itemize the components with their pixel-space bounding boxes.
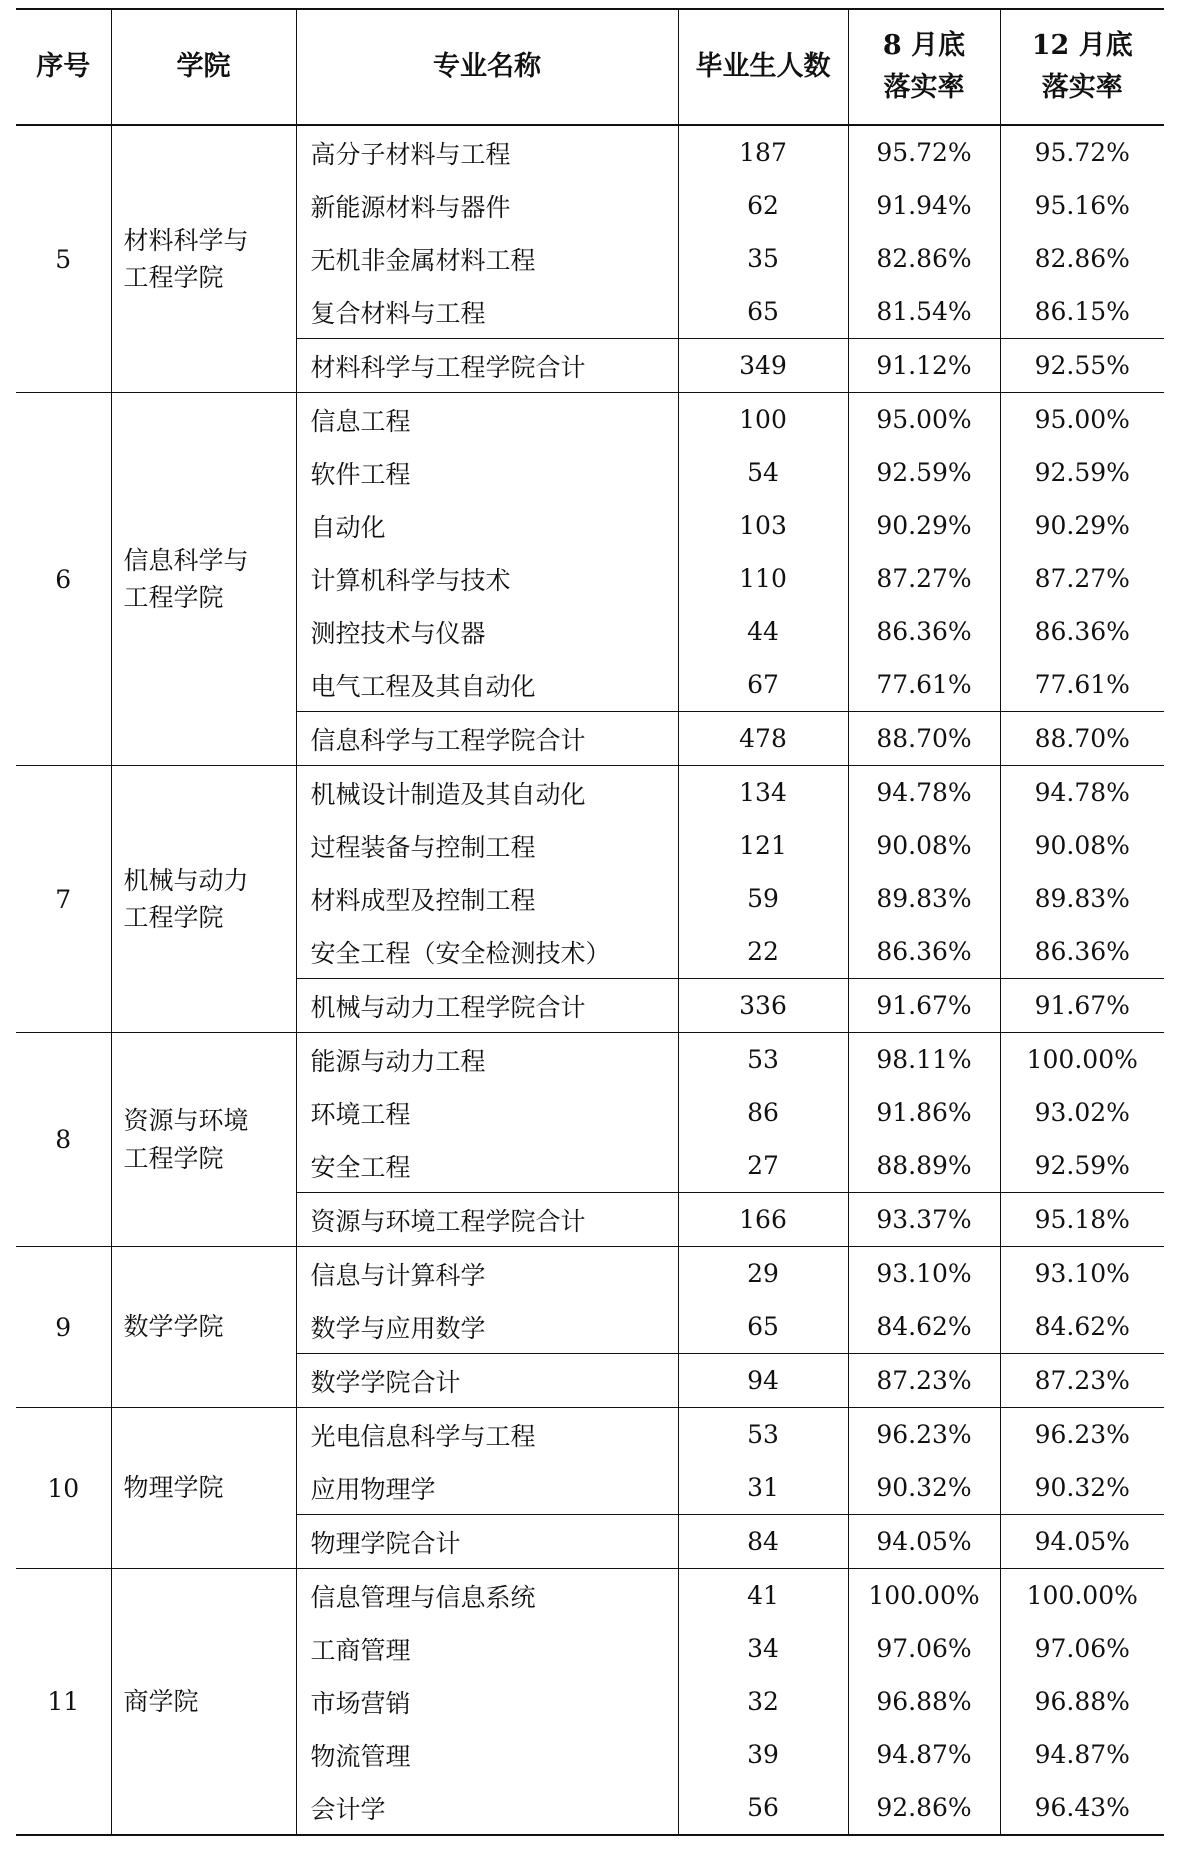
august-rate-cell: 92.59% <box>848 446 1000 499</box>
header-row <box>16 9 1164 125</box>
college-name-line1: 信息科学与 <box>123 545 249 575</box>
graduate-count-cell: 34 <box>678 1622 848 1675</box>
group-index-cell: 8 <box>16 1033 111 1247</box>
table-row <box>16 1408 1164 1462</box>
major-name-cell: 信息与计算科学 <box>296 1247 678 1301</box>
august-rate-cell: 100.00% <box>848 1569 1000 1623</box>
college-name-line1: 数学学院 <box>123 1312 224 1342</box>
college-name-cell <box>111 1033 296 1247</box>
graduate-count-cell: 27 <box>678 1139 848 1193</box>
august-rate-cell: 82.86% <box>848 232 1000 285</box>
table-row <box>16 1247 1164 1301</box>
subtotal-label-cell: 材料科学与工程学院合计 <box>296 339 678 393</box>
december-rate-cell: 95.72% <box>1000 125 1164 179</box>
subtotal-count-cell: 94 <box>678 1354 848 1408</box>
group-index-cell: 10 <box>16 1408 111 1569</box>
august-rate-cell: 77.61% <box>848 658 1000 712</box>
august-rate-cell: 95.72% <box>848 125 1000 179</box>
graduate-count-cell: 53 <box>678 1033 848 1087</box>
graduate-count-cell: 22 <box>678 925 848 979</box>
august-rate-cell: 91.86% <box>848 1086 1000 1139</box>
graduate-count-cell: 44 <box>678 605 848 658</box>
december-rate-cell: 92.59% <box>1000 446 1164 499</box>
december-rate-cell: 100.00% <box>1000 1569 1164 1623</box>
header-major: 专业名称 <box>296 9 678 125</box>
header-december-rate <box>1000 9 1164 125</box>
subtotal-december-rate-cell: 94.05% <box>1000 1515 1164 1569</box>
december-rate-cell: 90.29% <box>1000 499 1164 552</box>
subtotal-august-rate-cell: 91.67% <box>848 979 1000 1033</box>
major-name-cell: 计算机科学与技术 <box>296 552 678 605</box>
college-name-cell <box>111 393 296 766</box>
major-name-cell: 能源与动力工程 <box>296 1033 678 1087</box>
august-rate-cell: 96.88% <box>848 1675 1000 1728</box>
subtotal-label-cell: 信息科学与工程学院合计 <box>296 712 678 766</box>
header-august-line2: 落实率 <box>883 72 965 103</box>
graduate-count-cell: 65 <box>678 285 848 339</box>
table-row <box>16 1569 1164 1623</box>
december-rate-cell: 94.78% <box>1000 766 1164 820</box>
subtotal-december-rate-cell: 88.70% <box>1000 712 1164 766</box>
december-rate-cell: 97.06% <box>1000 1622 1164 1675</box>
december-rate-cell: 82.86% <box>1000 232 1164 285</box>
college-name-line2: 工程学院 <box>123 583 224 612</box>
major-name-cell: 物流管理 <box>296 1728 678 1781</box>
subtotal-label-cell: 数学学院合计 <box>296 1354 678 1408</box>
august-rate-cell: 87.27% <box>848 552 1000 605</box>
major-name-cell: 环境工程 <box>296 1086 678 1139</box>
august-rate-cell: 90.32% <box>848 1461 1000 1515</box>
august-rate-cell: 86.36% <box>848 605 1000 658</box>
subtotal-label-cell: 机械与动力工程学院合计 <box>296 979 678 1033</box>
august-rate-cell: 88.89% <box>848 1139 1000 1193</box>
subtotal-december-rate-cell: 91.67% <box>1000 979 1164 1033</box>
table-body <box>16 125 1164 1835</box>
header-graduate-count: 毕业生人数 <box>678 9 848 125</box>
header-index: 序号 <box>16 9 111 125</box>
major-name-cell: 测控技术与仪器 <box>296 605 678 658</box>
college-name-line1: 材料科学与 <box>123 225 249 255</box>
august-rate-cell: 91.94% <box>848 179 1000 232</box>
college-name-cell <box>111 125 296 393</box>
december-rate-cell: 90.08% <box>1000 819 1164 872</box>
december-rate-cell: 95.16% <box>1000 179 1164 232</box>
graduate-count-cell: 35 <box>678 232 848 285</box>
august-rate-cell: 94.87% <box>848 1728 1000 1781</box>
december-rate-cell: 93.02% <box>1000 1086 1164 1139</box>
college-name-cell <box>111 766 296 1033</box>
graduate-count-cell: 41 <box>678 1569 848 1623</box>
graduate-count-cell: 67 <box>678 658 848 712</box>
college-name-cell <box>111 1408 296 1569</box>
graduate-count-cell: 100 <box>678 393 848 447</box>
major-name-cell: 工商管理 <box>296 1622 678 1675</box>
group-index-cell: 6 <box>16 393 111 766</box>
december-rate-cell: 100.00% <box>1000 1033 1164 1087</box>
subtotal-count-cell: 349 <box>678 339 848 393</box>
college-name-line2: 工程学院 <box>123 1143 224 1173</box>
group-index-cell: 9 <box>16 1247 111 1408</box>
group-index-cell: 5 <box>16 125 111 393</box>
major-name-cell: 软件工程 <box>296 446 678 499</box>
august-rate-cell: 90.29% <box>848 499 1000 552</box>
major-name-cell: 市场营销 <box>296 1675 678 1728</box>
subtotal-december-rate-cell: 87.23% <box>1000 1354 1164 1408</box>
subtotal-august-rate-cell: 87.23% <box>848 1354 1000 1408</box>
december-rate-cell: 90.32% <box>1000 1461 1164 1515</box>
major-name-cell: 数学与应用数学 <box>296 1300 678 1354</box>
header-december-line2: 落实率 <box>1041 72 1123 103</box>
graduate-count-cell: 29 <box>678 1247 848 1301</box>
december-rate-cell: 95.00% <box>1000 393 1164 447</box>
major-name-cell: 应用物理学 <box>296 1461 678 1515</box>
subtotal-count-cell: 166 <box>678 1193 848 1247</box>
december-rate-cell: 96.88% <box>1000 1675 1164 1728</box>
graduate-count-cell: 86 <box>678 1086 848 1139</box>
group-index-cell: 7 <box>16 766 111 1033</box>
header-college: 学院 <box>111 9 296 125</box>
group-index-cell: 11 <box>16 1569 111 1836</box>
subtotal-label-cell: 资源与环境工程学院合计 <box>296 1193 678 1247</box>
header-august-line1: 8 月底 <box>882 30 966 62</box>
graduate-count-cell: 187 <box>678 125 848 179</box>
major-name-cell: 电气工程及其自动化 <box>296 658 678 712</box>
august-rate-cell: 92.86% <box>848 1781 1000 1835</box>
employment-rate-table <box>16 8 1164 1836</box>
major-name-cell: 高分子材料与工程 <box>296 125 678 179</box>
table-row <box>16 125 1164 179</box>
major-name-cell: 机械设计制造及其自动化 <box>296 766 678 820</box>
major-name-cell: 光电信息科学与工程 <box>296 1408 678 1462</box>
graduate-count-cell: 121 <box>678 819 848 872</box>
august-rate-cell: 97.06% <box>848 1622 1000 1675</box>
subtotal-august-rate-cell: 88.70% <box>848 712 1000 766</box>
graduate-count-cell: 110 <box>678 552 848 605</box>
graduate-count-cell: 62 <box>678 179 848 232</box>
graduate-count-cell: 65 <box>678 1300 848 1354</box>
major-name-cell: 安全工程（安全检测技术） <box>296 925 678 979</box>
major-name-cell: 安全工程 <box>296 1139 678 1193</box>
college-name-line2: 工程学院 <box>123 263 224 292</box>
header-december-line1: 12 月底 <box>1031 30 1133 62</box>
december-rate-cell: 86.36% <box>1000 925 1164 979</box>
graduate-count-cell: 31 <box>678 1461 848 1515</box>
major-name-cell: 信息管理与信息系统 <box>296 1569 678 1623</box>
august-rate-cell: 90.08% <box>848 819 1000 872</box>
august-rate-cell: 81.54% <box>848 285 1000 339</box>
college-name-line1: 物理学院 <box>123 1473 224 1503</box>
august-rate-cell: 89.83% <box>848 872 1000 925</box>
graduate-count-cell: 32 <box>678 1675 848 1728</box>
major-name-cell: 自动化 <box>296 499 678 552</box>
graduate-count-cell: 54 <box>678 446 848 499</box>
graduate-count-cell: 103 <box>678 499 848 552</box>
graduate-count-cell: 53 <box>678 1408 848 1462</box>
december-rate-cell: 77.61% <box>1000 658 1164 712</box>
august-rate-cell: 94.78% <box>848 766 1000 820</box>
subtotal-december-rate-cell: 92.55% <box>1000 339 1164 393</box>
december-rate-cell: 96.23% <box>1000 1408 1164 1462</box>
major-name-cell: 材料成型及控制工程 <box>296 872 678 925</box>
subtotal-august-rate-cell: 91.12% <box>848 339 1000 393</box>
major-name-cell: 会计学 <box>296 1781 678 1835</box>
subtotal-count-cell: 478 <box>678 712 848 766</box>
major-name-cell: 信息工程 <box>296 393 678 447</box>
table-row <box>16 1033 1164 1087</box>
table-header <box>16 9 1164 125</box>
subtotal-august-rate-cell: 93.37% <box>848 1193 1000 1247</box>
august-rate-cell: 84.62% <box>848 1300 1000 1354</box>
december-rate-cell: 89.83% <box>1000 872 1164 925</box>
table-row <box>16 766 1164 820</box>
subtotal-december-rate-cell: 95.18% <box>1000 1193 1164 1247</box>
august-rate-cell: 95.00% <box>848 393 1000 447</box>
major-name-cell: 新能源材料与器件 <box>296 179 678 232</box>
subtotal-count-cell: 84 <box>678 1515 848 1569</box>
subtotal-august-rate-cell: 94.05% <box>848 1515 1000 1569</box>
december-rate-cell: 84.62% <box>1000 1300 1164 1354</box>
december-rate-cell: 86.36% <box>1000 605 1164 658</box>
graduate-count-cell: 59 <box>678 872 848 925</box>
subtotal-count-cell: 336 <box>678 979 848 1033</box>
header-august-rate <box>848 9 1000 125</box>
august-rate-cell: 96.23% <box>848 1408 1000 1462</box>
subtotal-label-cell: 物理学院合计 <box>296 1515 678 1569</box>
august-rate-cell: 86.36% <box>848 925 1000 979</box>
major-name-cell: 复合材料与工程 <box>296 285 678 339</box>
table-row <box>16 393 1164 447</box>
december-rate-cell: 93.10% <box>1000 1247 1164 1301</box>
graduate-count-cell: 39 <box>678 1728 848 1781</box>
december-rate-cell: 92.59% <box>1000 1139 1164 1193</box>
college-name-line1: 机械与动力 <box>123 865 249 895</box>
college-name-cell <box>111 1247 296 1408</box>
college-name-line2: 工程学院 <box>123 903 224 932</box>
major-name-cell: 无机非金属材料工程 <box>296 232 678 285</box>
college-name-line1: 资源与环境 <box>123 1106 249 1135</box>
college-name-line1: 商学院 <box>123 1686 199 1716</box>
december-rate-cell: 87.27% <box>1000 552 1164 605</box>
major-name-cell: 过程装备与控制工程 <box>296 819 678 872</box>
graduate-count-cell: 56 <box>678 1781 848 1835</box>
december-rate-cell: 94.87% <box>1000 1728 1164 1781</box>
august-rate-cell: 98.11% <box>848 1033 1000 1087</box>
graduate-count-cell: 134 <box>678 766 848 820</box>
college-name-cell <box>111 1569 296 1836</box>
august-rate-cell: 93.10% <box>848 1247 1000 1301</box>
december-rate-cell: 86.15% <box>1000 285 1164 339</box>
december-rate-cell: 96.43% <box>1000 1781 1164 1835</box>
